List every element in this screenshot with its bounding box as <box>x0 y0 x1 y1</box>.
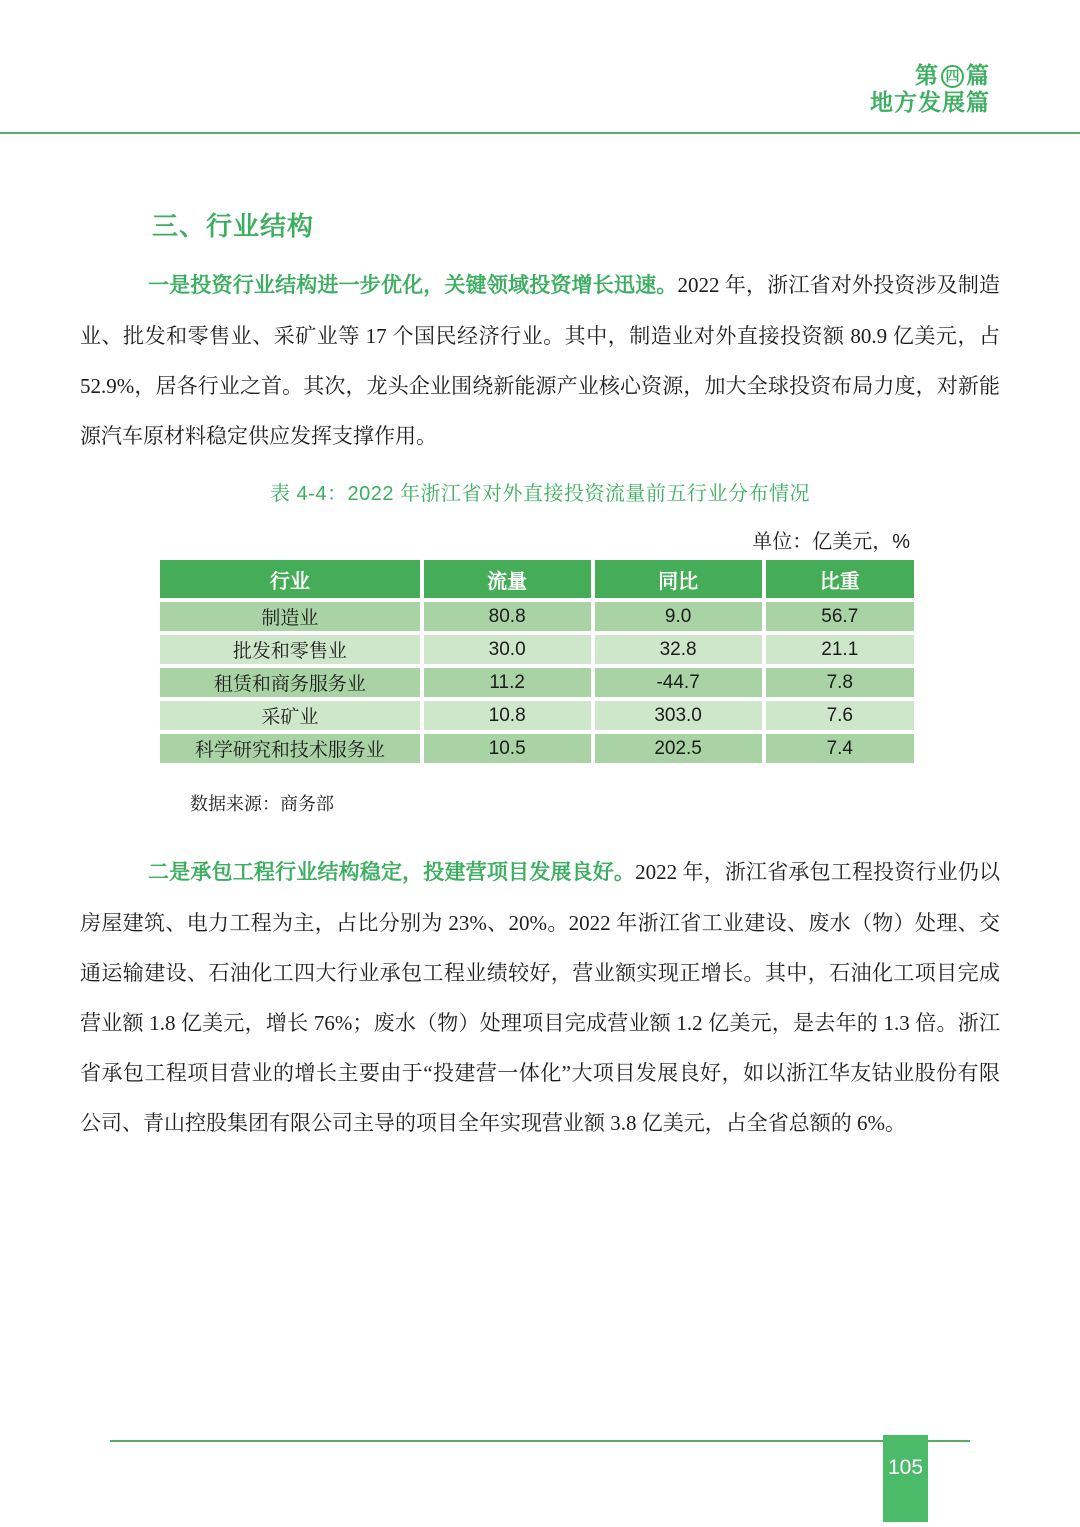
table-unit-note: 单位：亿美元，% <box>752 531 910 553</box>
section-heading: 三、行业结构 <box>152 211 315 241</box>
cell-yoy: -44.7 <box>595 668 762 697</box>
cell-share: 21.1 <box>766 635 914 664</box>
table-row <box>160 602 914 631</box>
footer-divider <box>110 1440 970 1442</box>
page-number: 105 <box>887 1456 924 1479</box>
cell-share: 56.7 <box>766 602 914 631</box>
cell-share: 7.6 <box>766 701 914 730</box>
cell-industry: 批发和零售业 <box>160 635 420 664</box>
paragraph-contract-engineering <box>80 847 1000 1148</box>
cell-yoy: 303.0 <box>595 701 762 730</box>
data-source-note: 数据来源：商务部 <box>190 794 334 814</box>
cell-flow: 80.8 <box>424 602 591 631</box>
page-number-tab <box>883 1435 928 1522</box>
header-cell-share: 比重 <box>766 560 914 598</box>
chapter-subtitle: 地方发展篇 <box>870 89 990 115</box>
chapter-title-suffix: 篇 <box>966 62 990 88</box>
paragraph-1-lead: 一是投资行业结构进一步优化，关键领域投资增长迅速。 <box>148 274 678 297</box>
table-row <box>160 668 914 697</box>
paragraph-1-body: 2022 年，浙江省对外投资涉及制造业、批发和零售业、采矿业等 17 个国民经济行业。其中，制造业对外直接投资额 80.9 亿美元，占 52.9%，居各行业之首。其次，龙头企业围绕新能源产业核心资源，加大全球投资布局力度，对新能源汽车原材料稳定供应发挥支撑作用。 <box>80 273 1001 448</box>
paragraph-2-lead: 二是承包工程行业结构稳定，投建营项目发展良好。 <box>148 861 636 884</box>
table-row <box>160 701 914 730</box>
table-row <box>160 635 914 664</box>
cell-industry: 采矿业 <box>160 701 420 730</box>
cell-industry: 科学研究和技术服务业 <box>160 734 420 763</box>
header-divider <box>0 132 1080 134</box>
cell-yoy: 9.0 <box>595 602 762 631</box>
header-cell-flow: 流量 <box>424 560 591 598</box>
header-cell-industry: 行业 <box>160 560 420 598</box>
cell-flow: 11.2 <box>424 668 591 697</box>
cell-flow: 10.8 <box>424 701 591 730</box>
investment-flow-table <box>156 556 918 767</box>
circled-four-badge: 四 <box>941 65 964 88</box>
paragraph-investment-structure <box>80 260 1000 461</box>
table-title: 表 4-4：2022 年浙江省对外直接投资流量前五行业分布情况 <box>269 483 810 505</box>
cell-flow: 10.5 <box>424 734 591 763</box>
paragraph-2-body: 2022 年，浙江省承包工程投资行业仍以房屋建筑、电力工程为主，占比分别为 23%、20%。2022 年浙江省工业建设、废水（物）处理、交通运输建设、石油化工四大行业承包工程业绩较好，营业额实现正增长。其中，石油化工项目完成营业额 1.8 亿美元，增长 76%；废水（物）处理项目完成营业额 1.2 亿美元，是去年的 1.3 倍。浙江省承包工程项目营业的增长主要由于“投建营一体化”大项目发展良好，如以浙江华友钴业股份有限公司、青山控股集团有限公司主导的项目全年实现营业额 3.8 亿美元，占全省总额的 6%。 <box>80 860 1001 1135</box>
table-row <box>160 734 914 763</box>
page-header <box>870 62 990 116</box>
chapter-title <box>870 62 990 89</box>
cell-industry: 租赁和商务服务业 <box>160 668 420 697</box>
cell-yoy: 32.8 <box>595 635 762 664</box>
cell-share: 7.4 <box>766 734 914 763</box>
cell-flow: 30.0 <box>424 635 591 664</box>
cell-share: 7.8 <box>766 668 914 697</box>
cell-yoy: 202.5 <box>595 734 762 763</box>
cell-industry: 制造业 <box>160 602 420 631</box>
chapter-title-prefix: 第 <box>915 62 939 88</box>
header-cell-yoy: 同比 <box>595 560 762 598</box>
table-header-row <box>160 560 914 598</box>
